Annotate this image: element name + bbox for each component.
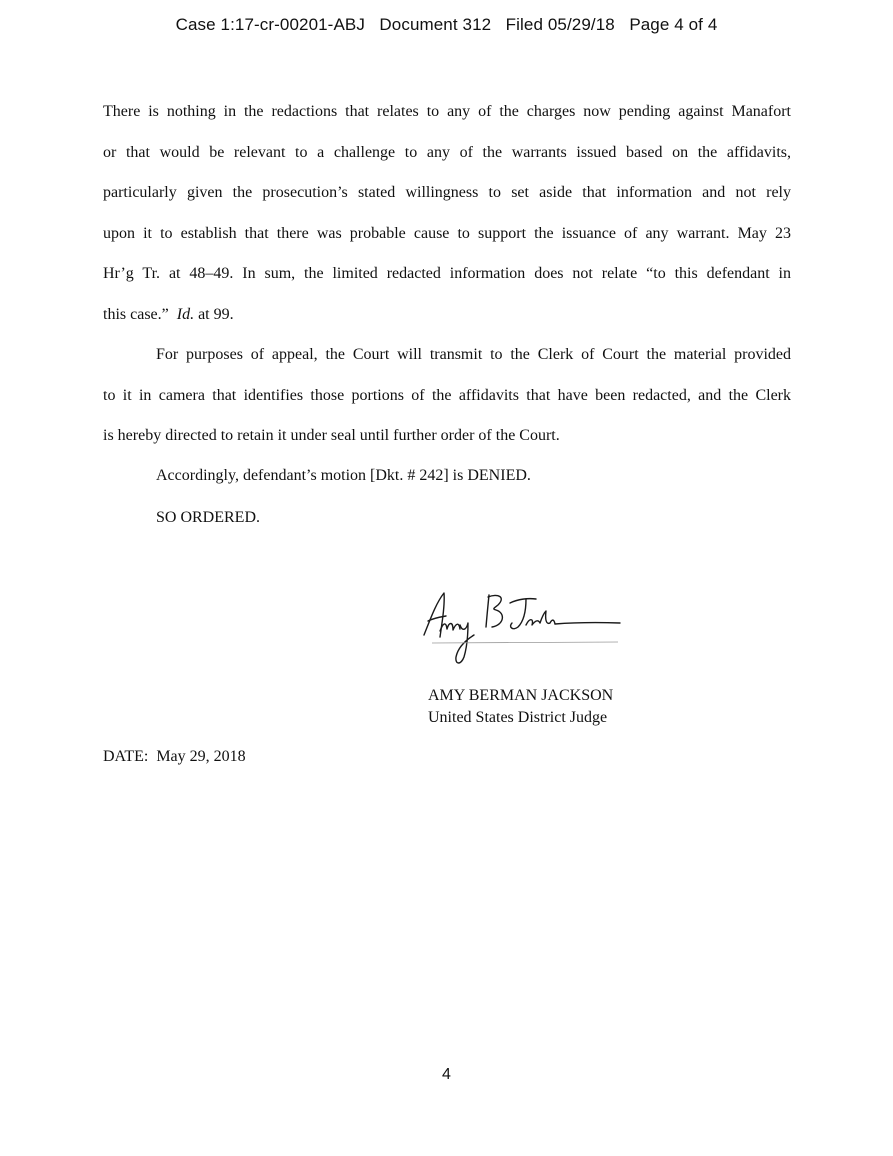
case-header: [0, 15, 893, 35]
date-line: DATE: May 29, 2018: [103, 748, 246, 765]
filed-date: Filed 05/29/18: [505, 15, 615, 34]
paragraph-line: For purposes of appeal, the Court will transmit to the Clerk of Court the material provided: [156, 346, 791, 363]
paragraph-last-line: is hereby directed to retain it under seal until further order of the Court.: [103, 427, 560, 444]
paragraph-line: upon it to establish that there was probable cause to support the issuance of any warrant. May 23: [103, 224, 791, 242]
signature-icon: [418, 585, 633, 670]
so-ordered: SO ORDERED.: [156, 509, 261, 526]
paragraph-appeal: [103, 335, 791, 457]
paragraph-last-line: [103, 295, 791, 336]
document-number: Document 312: [379, 15, 492, 34]
page-number: 4: [442, 1066, 451, 1083]
handwritten-signature: [418, 585, 633, 670]
text-fragment: this case.”: [103, 305, 177, 323]
judge-name: AMY BERMAN JACKSON: [428, 687, 614, 704]
text-fragment: at 99.: [194, 305, 234, 323]
order-line: Accordingly, defendant’s motion [Dkt. # 242] is DENIED.: [156, 467, 531, 484]
page-indicator: Page 4 of 4: [629, 15, 718, 34]
paragraph-line: particularly given the prosecution’s stated willingness to set aside that information and not rely: [103, 184, 791, 201]
paragraph-line: to it in camera that identifies those portions of the affidavits that have been redacted, and the Clerk: [103, 386, 791, 404]
paragraph-line: or that would be relevant to a challenge to any of the warrants issued based on the affidavits,: [103, 143, 791, 161]
citation-id: Id.: [176, 305, 195, 323]
case-number: Case 1:17-cr-00201-ABJ: [175, 15, 365, 34]
judge-title: United States District Judge: [428, 709, 608, 726]
paragraph-redactions: [103, 92, 791, 335]
paragraph-line: Hr’g Tr. at 48–49. In sum, the limited redacted information does not relate “to this defendant in: [103, 265, 791, 282]
paragraph-line: There is nothing in the redactions that relates to any of the charges now pending against Manafort: [103, 103, 791, 120]
